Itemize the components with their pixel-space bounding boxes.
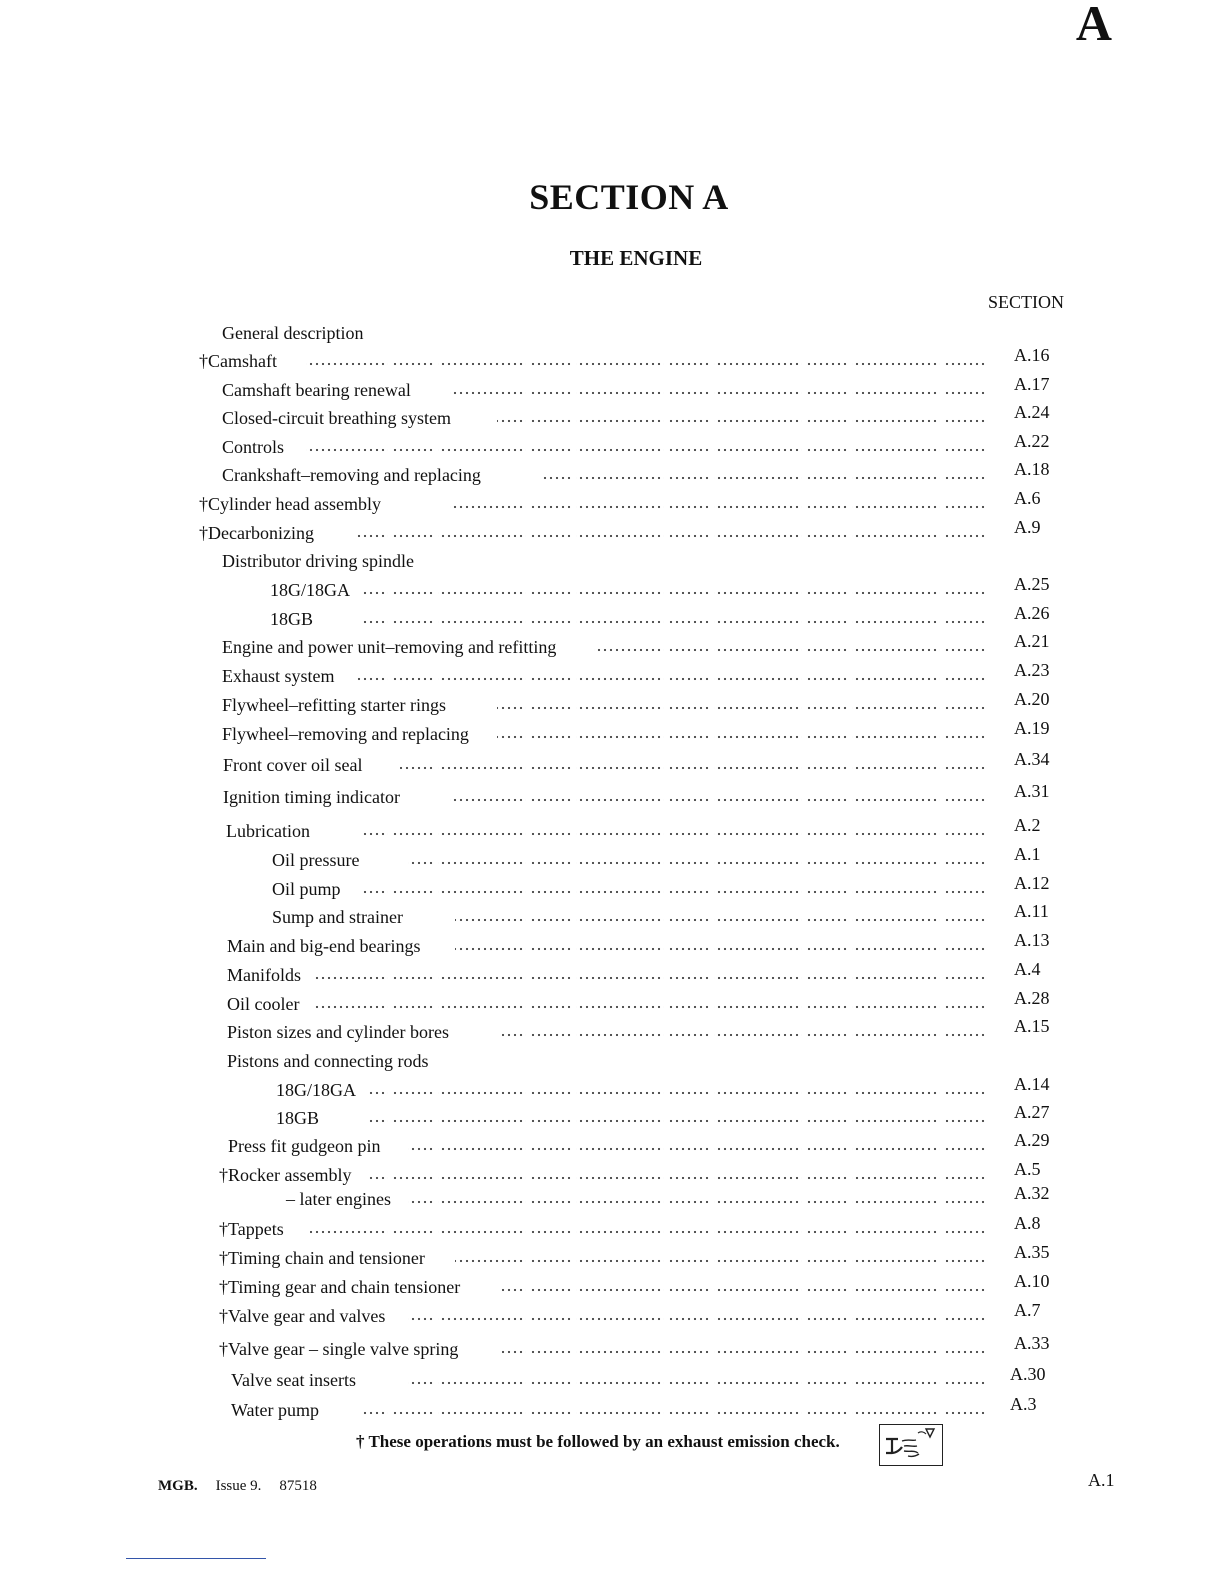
- dot-leader: [408, 1370, 986, 1390]
- toc-entry-ref: A.29: [1014, 1130, 1050, 1150]
- dot-leader: [450, 787, 986, 807]
- toc-entry-label: Distributor driving spindle: [222, 551, 414, 571]
- toc-entry-label: †Camshaft: [199, 351, 277, 371]
- toc-entry-label: Exhaust system: [222, 666, 335, 686]
- toc-entry-ref: A.25: [1014, 574, 1050, 594]
- dot-leader: [450, 380, 986, 400]
- toc-entry-ref: A.2: [1014, 815, 1041, 835]
- toc-entry-label: Piston sizes and cylinder bores: [227, 1022, 449, 1042]
- toc-entry-label: Sump and strainer: [272, 907, 403, 927]
- dot-leader: [502, 1339, 986, 1359]
- toc-entry: [0, 749, 1224, 778]
- dot-leader: [594, 637, 986, 657]
- dot-leader: [502, 1022, 986, 1042]
- toc-entry: [0, 1364, 1224, 1393]
- dot-leader: [362, 879, 986, 899]
- toc-entry-label: Flywheel–refitting starter rings: [222, 695, 446, 715]
- toc-entry-ref: A.4: [1014, 959, 1041, 979]
- toc-entry-label: Oil pump: [272, 879, 341, 899]
- page-title: SECTION A: [529, 177, 729, 217]
- toc-entry-ref: A.13: [1014, 930, 1050, 950]
- toc-entry-ref: A.15: [1014, 1016, 1050, 1036]
- toc-entry-label: †Decarbonizing: [199, 523, 314, 543]
- toc-entry-label: Flywheel–removing and replacing: [222, 724, 469, 744]
- dot-leader: [362, 1400, 986, 1420]
- section-column-header: SECTION: [988, 292, 1064, 312]
- toc-entry-ref: A.10: [1014, 1271, 1050, 1291]
- toc-entry-label: Pistons and connecting rods: [227, 1051, 429, 1071]
- toc-entry-label: Lubrication: [226, 821, 310, 841]
- toc-entry-ref: A.21: [1014, 631, 1050, 651]
- toc-entry-label: Oil pressure: [272, 850, 360, 870]
- toc-entry-label: †Cylinder head assembly: [199, 494, 381, 514]
- dot-leader: [315, 994, 986, 1014]
- toc-entry-ref: A.16: [1014, 345, 1050, 365]
- dot-leader: [455, 936, 986, 956]
- toc-entry-ref: A.6: [1014, 488, 1041, 508]
- toc-entry-label: 18GB: [276, 1108, 320, 1128]
- dot-leader: [355, 523, 986, 543]
- toc-entry-ref: A.5: [1014, 1159, 1041, 1179]
- dot-leader: [306, 437, 986, 457]
- toc-entry-ref: A.17: [1014, 374, 1050, 394]
- toc-entry-ref: A.32: [1014, 1183, 1050, 1203]
- toc-entry-label: – later engines: [286, 1189, 391, 1209]
- toc-entry: [0, 1333, 1224, 1362]
- dot-leader: [362, 821, 986, 841]
- toc-entry-label: †Valve gear and valves: [219, 1306, 386, 1326]
- toc-entry-label: Water pump: [231, 1400, 320, 1420]
- dot-leader: [408, 1306, 986, 1326]
- toc-entry-ref: A.24: [1014, 402, 1050, 422]
- toc-entry-label: Front cover oil seal: [223, 755, 363, 775]
- toc-entry-label: 18G/18GA: [270, 580, 350, 600]
- toc-entry-label: †Tappets: [219, 1219, 284, 1239]
- toc-entry: [0, 781, 1224, 810]
- toc-entry-label: †Rocker assembly: [219, 1165, 352, 1185]
- toc-entry-ref: A.14: [1014, 1074, 1050, 1094]
- toc-entry-ref: A.20: [1014, 689, 1050, 709]
- toc-entry-ref: A.11: [1014, 901, 1049, 921]
- dot-leader: [497, 408, 986, 428]
- dot-leader: [497, 724, 986, 744]
- toc-entry-ref: A.22: [1014, 431, 1050, 451]
- toc-entry: [0, 1183, 1224, 1212]
- toc-entry-ref: A.27: [1014, 1102, 1050, 1122]
- footer-issue: Issue 9.: [215, 1478, 262, 1494]
- dot-leader: [368, 1165, 986, 1185]
- toc-entry-label: Oil cooler: [227, 994, 300, 1014]
- toc-entry-label: †Timing chain and tensioner: [219, 1248, 425, 1268]
- dot-leader: [400, 755, 986, 775]
- toc-entry-ref: A.26: [1014, 603, 1050, 623]
- toc-entry-ref: A.30: [1010, 1364, 1046, 1384]
- dot-leader: [455, 1248, 986, 1268]
- toc-entry-ref: A.35: [1014, 1242, 1050, 1262]
- dot-leader: [497, 695, 986, 715]
- dot-leader: [408, 1136, 986, 1156]
- toc-entry-ref: A.18: [1014, 459, 1050, 479]
- toc-entry-label: Main and big-end bearings: [227, 936, 421, 956]
- toc-entry-ref: A.31: [1014, 781, 1050, 801]
- toc-entry-label: Press fit gudgeon pin: [228, 1136, 381, 1156]
- toc-entry-ref: A.8: [1014, 1213, 1041, 1233]
- toc-entry-ref: A.19: [1014, 718, 1050, 738]
- toc-entry-label: Closed-circuit breathing system: [222, 408, 451, 428]
- toc-entry-label: Controls: [222, 437, 285, 457]
- toc-entry: [0, 517, 1224, 546]
- toc-entry-ref: A.12: [1014, 873, 1050, 893]
- toc-entry-label: 18G/18GA: [276, 1080, 356, 1100]
- toc-entry-ref: A.3: [1010, 1394, 1037, 1414]
- toc-entry-label: General description: [222, 323, 364, 343]
- page-number: A.1: [1088, 1470, 1115, 1490]
- dot-leader: [362, 609, 986, 629]
- dot-leader: [368, 1108, 986, 1128]
- toc-entry-ref: A.1: [1014, 844, 1041, 864]
- dot-leader: [355, 666, 986, 686]
- toc-entry: [0, 1394, 1224, 1423]
- toc-entry-label: Engine and power unit–removing and refitting: [222, 637, 557, 657]
- section-tab-letter: A: [1075, 0, 1112, 51]
- toc-entry-label: †Timing gear and chain tensioner: [219, 1277, 461, 1297]
- toc-entry-ref: A.9: [1014, 517, 1041, 537]
- dot-leader: [315, 965, 986, 985]
- dot-leader: [542, 465, 986, 485]
- toc-entry-ref: A.33: [1014, 1333, 1050, 1353]
- toc-entry-label: †Valve gear – single valve spring: [219, 1339, 459, 1359]
- dot-leader: [310, 1219, 986, 1239]
- footer-publication-info: [158, 1478, 317, 1495]
- toc-entry: [0, 1300, 1224, 1329]
- dot-leader: [408, 850, 986, 870]
- footer-model: MGB.: [158, 1478, 198, 1494]
- toc-entry-label: Manifolds: [227, 965, 301, 985]
- dot-leader: [455, 907, 986, 927]
- toc-entry-ref: A.23: [1014, 660, 1050, 680]
- page-subtitle: THE ENGINE: [569, 246, 703, 270]
- scan-artifact-line: [126, 1558, 266, 1559]
- dot-leader: [408, 1189, 986, 1209]
- toc-entry-label: Camshaft bearing renewal: [222, 380, 411, 400]
- toc-entry-ref: A.28: [1014, 988, 1050, 1008]
- footer-code: 87518: [279, 1478, 317, 1494]
- dot-leader: [306, 351, 986, 371]
- toc-entry-ref: A.34: [1014, 749, 1050, 769]
- toc-entry-label: 18GB: [270, 609, 314, 629]
- toc-entry-label: Ignition timing indicator: [223, 787, 400, 807]
- dot-leader: [362, 580, 986, 600]
- exhaust-emission-icon: [879, 1424, 943, 1466]
- toc-entry: [0, 718, 1224, 747]
- dot-leader: [450, 494, 986, 514]
- dot-leader: [368, 1080, 986, 1100]
- toc-entry: [0, 1016, 1224, 1045]
- dot-leader: [502, 1277, 986, 1297]
- toc-entry-label: Crankshaft–removing and replacing: [222, 465, 481, 485]
- toc-entry-ref: A.7: [1014, 1300, 1041, 1320]
- toc-entry-label: Valve seat inserts: [231, 1370, 356, 1390]
- emission-check-footnote: † These operations must be followed by an exhaust emission check.: [356, 1432, 840, 1451]
